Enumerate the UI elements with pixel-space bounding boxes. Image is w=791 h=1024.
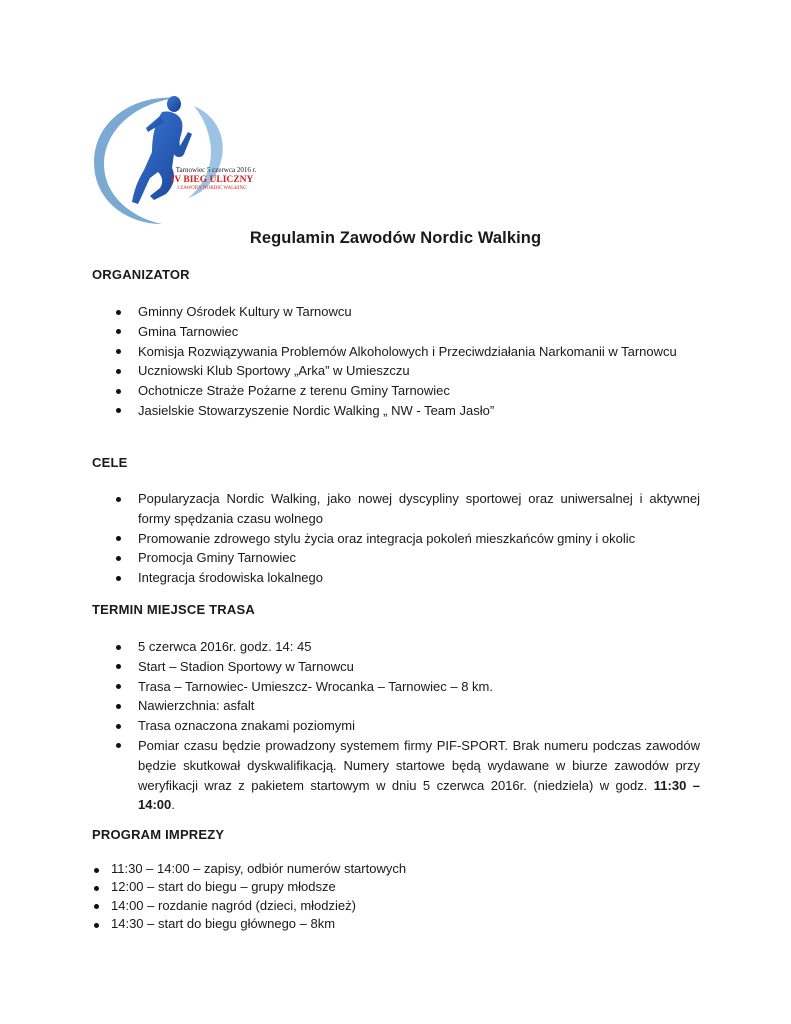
runner-logo-graphic bbox=[92, 92, 257, 226]
section-heading-cele: CELE bbox=[92, 455, 128, 470]
section-heading-organizator: ORGANIZATOR bbox=[92, 267, 190, 282]
logo-subtitle-text: I ZAWODY NORDIC WALKING bbox=[177, 186, 247, 191]
list-item: 14:30 – start do biegu głównego – 8km bbox=[111, 915, 671, 933]
organizator-list bbox=[138, 302, 700, 421]
list-item: Promocja Gminy Tarnowiec bbox=[138, 548, 700, 568]
list-item: Gminny Ośrodek Kultury w Tarnowcu bbox=[138, 302, 700, 322]
section-heading-program: PROGRAM IMPREZY bbox=[92, 827, 225, 842]
list-item: Komisja Rozwiązywania Problemów Alkoholowych i Przeciwdziałania Narkomanii w Tarnowcu bbox=[138, 342, 700, 362]
list-item: Jasielskie Stowarzyszenie Nordic Walking „ NW - Team Jasło” bbox=[138, 401, 700, 421]
list-item: Promowanie zdrowego stylu życia oraz integracja pokoleń mieszkańców gminy i okolic bbox=[138, 529, 700, 549]
logo-date-text: Tarnowiec 5 czerwca 2016 r. bbox=[175, 166, 257, 174]
list-item: 11:30 – 14:00 – zapisy, odbiór numerów startowych bbox=[111, 860, 671, 878]
list-item: 5 czerwca 2016r. godz. 14: 45 bbox=[138, 637, 700, 657]
timing-text: Pomiar czasu będzie prowadzony systemem firmy PIF-SPORT. Brak numeru podczas zawodów będzie skutkował dyskwalifikacją. Numery startowe będą wydawane w biurze zawodów przy weryfikacji wraz z pakietem startowym w dniu 5 czerwca 2016r. (niedziela) w godz. bbox=[138, 737, 700, 793]
list-item: Gmina Tarnowiec bbox=[138, 322, 700, 342]
list-item-timing bbox=[138, 736, 700, 815]
list-item: 12:00 – start do biegu – grupy młodsze bbox=[111, 878, 671, 896]
list-item: Popularyzacja Nordic Walking, jako nowej dyscypliny sportowej oraz uniwersalnej i aktywnej formy spędzania czasu wolnego bbox=[138, 489, 700, 529]
timing-end: . bbox=[171, 797, 175, 813]
document-title: Regulamin Zawodów Nordic Walking bbox=[249, 229, 542, 247]
list-item: Uczniowski Klub Sportowy „Arka” w Umieszczu bbox=[138, 361, 700, 381]
event-logo bbox=[92, 92, 257, 226]
section-heading-termin: TERMIN MIEJSCE TRASA bbox=[92, 602, 255, 617]
list-item: Start – Stadion Sportowy w Tarnowcu bbox=[138, 657, 700, 677]
list-item: Trasa – Tarnowiec- Umieszcz- Wrocanka – Tarnowiec – 8 km. bbox=[138, 677, 700, 697]
list-item: Ochotnicze Straże Pożarne z terenu Gminy Tarnowiec bbox=[138, 381, 700, 401]
list-item: Nawierzchnia: asfalt bbox=[138, 696, 700, 716]
program-list bbox=[111, 860, 671, 934]
list-item: Trasa oznaczona znakami poziomymi bbox=[138, 716, 700, 736]
cele-list bbox=[138, 489, 700, 588]
termin-list bbox=[138, 637, 700, 815]
list-item: Integracja środowiska lokalnego bbox=[138, 568, 700, 588]
list-item: 14:00 – rozdanie nagród (dzieci, młodzież) bbox=[111, 897, 671, 915]
timing-hours: 11:30 – 14:00 bbox=[138, 777, 700, 813]
logo-event-text: IV BIEG ULICZNY bbox=[170, 175, 254, 185]
